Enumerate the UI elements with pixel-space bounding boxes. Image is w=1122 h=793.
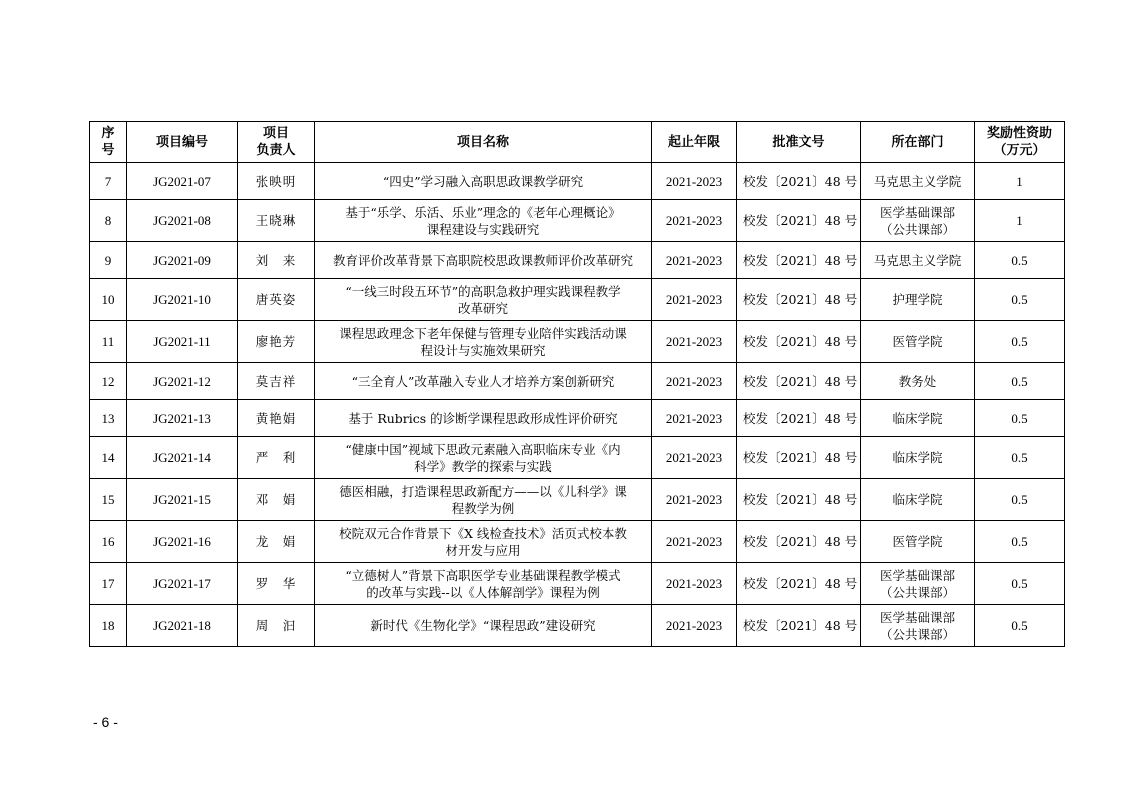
cell-name — [315, 200, 652, 242]
header-period: 起止年限 — [652, 122, 737, 163]
cell-funding: 1 — [975, 200, 1065, 242]
header-seq: 序 号 — [90, 122, 127, 163]
cell-seq: 12 — [90, 363, 127, 400]
cell-period: 2021-2023 — [652, 400, 737, 437]
cell-name-line: 材开发与应用 — [445, 542, 521, 558]
table-row — [90, 400, 1065, 437]
cell-leader: 黄艳娟 — [238, 400, 315, 437]
cell-leader: 刘 来 — [238, 242, 315, 279]
header-name: 项目名称 — [315, 122, 652, 163]
cell-name-line: 校院双元合作背景下《X 线检查技术》活页式校本教 — [339, 525, 627, 541]
cell-dept — [861, 521, 975, 563]
cell-name — [315, 437, 652, 479]
cell-dept — [861, 563, 975, 605]
cell-name — [315, 363, 652, 400]
cell-seq: 13 — [90, 400, 127, 437]
cell-dept — [861, 363, 975, 400]
cell-leader: 周 汩 — [238, 605, 315, 647]
cell-name — [315, 605, 652, 647]
cell-code: JG2021-11 — [127, 321, 238, 363]
cell-name-line: 科学》教学的探索与实践 — [414, 458, 552, 474]
cell-code: JG2021-14 — [127, 437, 238, 479]
cell-name — [315, 163, 652, 200]
table-row — [90, 605, 1065, 647]
cell-funding: 0.5 — [975, 363, 1065, 400]
cell-dept — [861, 242, 975, 279]
cell-doc: 校发〔2021〕48 号 — [737, 163, 861, 200]
cell-dept-line: 马克思主义学院 — [873, 252, 962, 268]
cell-code: JG2021-07 — [127, 163, 238, 200]
header-code: 项目编号 — [127, 122, 238, 163]
cell-doc: 校发〔2021〕48 号 — [737, 400, 861, 437]
cell-seq: 7 — [90, 163, 127, 200]
cell-name-line: “一线三时段五环节”的高职急救护理实践课程教学 — [345, 283, 621, 299]
cell-doc: 校发〔2021〕48 号 — [737, 242, 861, 279]
cell-seq: 9 — [90, 242, 127, 279]
cell-period: 2021-2023 — [652, 163, 737, 200]
header-dept: 所在部门 — [861, 122, 975, 163]
cell-dept-line: 临床学院 — [892, 450, 943, 465]
cell-name — [315, 242, 652, 279]
table-row — [90, 200, 1065, 242]
table-row — [90, 437, 1065, 479]
cell-seq: 17 — [90, 563, 127, 605]
cell-code: JG2021-18 — [127, 605, 238, 647]
cell-dept-line: （公共课部） — [879, 221, 955, 237]
cell-leader: 龙 娟 — [238, 521, 315, 563]
cell-dept-line: 马克思主义学院 — [873, 173, 962, 189]
cell-code: JG2021-13 — [127, 400, 238, 437]
cell-name-line: 程设计与实施效果研究 — [420, 342, 546, 358]
cell-seq: 10 — [90, 279, 127, 321]
header-doc: 批准文号 — [737, 122, 861, 163]
cell-code: JG2021-08 — [127, 200, 238, 242]
cell-funding: 0.5 — [975, 521, 1065, 563]
table-row — [90, 521, 1065, 563]
cell-seq: 18 — [90, 605, 127, 647]
table-row — [90, 321, 1065, 363]
cell-period: 2021-2023 — [652, 242, 737, 279]
cell-doc: 校发〔2021〕48 号 — [737, 479, 861, 521]
cell-period: 2021-2023 — [652, 437, 737, 479]
cell-code: JG2021-09 — [127, 242, 238, 279]
cell-seq: 8 — [90, 200, 127, 242]
table-row — [90, 242, 1065, 279]
cell-dept-line: 护理学院 — [892, 292, 943, 307]
cell-dept — [861, 279, 975, 321]
cell-name-line: “立德树人”背景下高职医学专业基础课程教学模式 — [345, 567, 621, 583]
cell-dept-line: 医学基础课部 — [879, 609, 955, 625]
cell-dept — [861, 200, 975, 242]
cell-doc: 校发〔2021〕48 号 — [737, 363, 861, 400]
cell-period: 2021-2023 — [652, 605, 737, 647]
cell-name — [315, 400, 652, 437]
cell-name-line: 程教学为例 — [451, 500, 515, 516]
cell-period: 2021-2023 — [652, 279, 737, 321]
cell-name-line: 新时代《生物化学》“课程思政”建设研究 — [370, 618, 596, 633]
cell-dept-line: （公共课部） — [879, 626, 955, 642]
cell-name — [315, 521, 652, 563]
header-leader: 项目 负责人 — [238, 122, 315, 163]
table-row — [90, 363, 1065, 400]
header-funding: 奖励性资助 （万元） — [975, 122, 1065, 163]
cell-period: 2021-2023 — [652, 563, 737, 605]
project-table — [89, 121, 1065, 647]
cell-dept — [861, 400, 975, 437]
page-number: - 6 - — [93, 714, 118, 730]
cell-doc: 校发〔2021〕48 号 — [737, 563, 861, 605]
cell-funding: 0.5 — [975, 563, 1065, 605]
cell-doc: 校发〔2021〕48 号 — [737, 200, 861, 242]
cell-dept-line: 医管学院 — [892, 534, 943, 549]
cell-dept — [861, 163, 975, 200]
cell-period: 2021-2023 — [652, 521, 737, 563]
cell-name — [315, 321, 652, 363]
cell-name — [315, 279, 652, 321]
table-header-row — [90, 122, 1065, 163]
cell-leader: 罗 华 — [238, 563, 315, 605]
cell-seq: 16 — [90, 521, 127, 563]
cell-doc: 校发〔2021〕48 号 — [737, 437, 861, 479]
cell-name-line: 改革研究 — [457, 300, 508, 316]
cell-funding: 0.5 — [975, 400, 1065, 437]
cell-funding: 0.5 — [975, 242, 1065, 279]
table-row — [90, 563, 1065, 605]
cell-leader: 张映明 — [238, 163, 315, 200]
cell-leader: 邓 娟 — [238, 479, 315, 521]
cell-leader: 唐英姿 — [238, 279, 315, 321]
cell-dept-line: 医管学院 — [892, 334, 943, 349]
cell-dept-line: （公共课部） — [879, 584, 955, 600]
cell-seq: 15 — [90, 479, 127, 521]
cell-name-line: “四史”学习融入高职思政课教学研究 — [382, 173, 584, 189]
cell-code: JG2021-16 — [127, 521, 238, 563]
cell-name-line: 的改革与实践--以《人体解剖学》课程为例 — [366, 584, 600, 600]
cell-dept — [861, 321, 975, 363]
cell-dept-line: 教务处 — [898, 373, 937, 389]
cell-dept-line: 医学基础课部 — [879, 204, 955, 220]
table-body — [90, 163, 1065, 647]
cell-dept-line: 医学基础课部 — [879, 567, 955, 583]
cell-name — [315, 563, 652, 605]
cell-doc: 校发〔2021〕48 号 — [737, 605, 861, 647]
cell-seq: 11 — [90, 321, 127, 363]
cell-period: 2021-2023 — [652, 363, 737, 400]
cell-dept — [861, 479, 975, 521]
cell-dept-line: 临床学院 — [892, 492, 943, 507]
cell-funding: 1 — [975, 163, 1065, 200]
cell-name-line: 课程建设与实践研究 — [426, 221, 540, 237]
table-row — [90, 163, 1065, 200]
cell-name-line: “三全育人”改革融入专业人才培养方案创新研究 — [351, 373, 615, 389]
cell-dept-line: 临床学院 — [892, 410, 943, 426]
cell-funding: 0.5 — [975, 479, 1065, 521]
cell-funding: 0.5 — [975, 437, 1065, 479]
cell-leader: 廖艳芳 — [238, 321, 315, 363]
cell-funding: 0.5 — [975, 279, 1065, 321]
cell-name-line: 基于“乐学、乐活、乐业”理念的《老年心理概论》 — [345, 204, 621, 220]
table-row — [90, 479, 1065, 521]
cell-code: JG2021-12 — [127, 363, 238, 400]
cell-code: JG2021-10 — [127, 279, 238, 321]
cell-funding: 0.5 — [975, 605, 1065, 647]
cell-period: 2021-2023 — [652, 321, 737, 363]
cell-doc: 校发〔2021〕48 号 — [737, 521, 861, 563]
cell-leader: 莫吉祥 — [238, 363, 315, 400]
cell-funding: 0.5 — [975, 321, 1065, 363]
cell-name-line: 基于 Rubrics 的诊断学课程思政形成性评价研究 — [348, 410, 618, 426]
cell-name-line: 课程思政理念下老年保健与管理专业陪伴实践活动课 — [339, 325, 627, 341]
cell-leader: 严 利 — [238, 437, 315, 479]
cell-dept — [861, 437, 975, 479]
cell-dept — [861, 605, 975, 647]
cell-period: 2021-2023 — [652, 479, 737, 521]
cell-doc: 校发〔2021〕48 号 — [737, 321, 861, 363]
table-row — [90, 279, 1065, 321]
cell-code: JG2021-17 — [127, 563, 238, 605]
cell-period: 2021-2023 — [652, 200, 737, 242]
cell-name-line: 教育评价改革背景下高职院校思政课教师评价改革研究 — [332, 252, 633, 268]
cell-name — [315, 479, 652, 521]
cell-leader: 王晓琳 — [238, 200, 315, 242]
cell-seq: 14 — [90, 437, 127, 479]
cell-doc: 校发〔2021〕48 号 — [737, 279, 861, 321]
cell-name-line: “健康中国”视域下思政元素融入高职临床专业《内 — [345, 441, 621, 457]
cell-name-line: 德医相融，打造课程思政新配方——以《儿科学》课 — [339, 483, 627, 499]
cell-code: JG2021-15 — [127, 479, 238, 521]
